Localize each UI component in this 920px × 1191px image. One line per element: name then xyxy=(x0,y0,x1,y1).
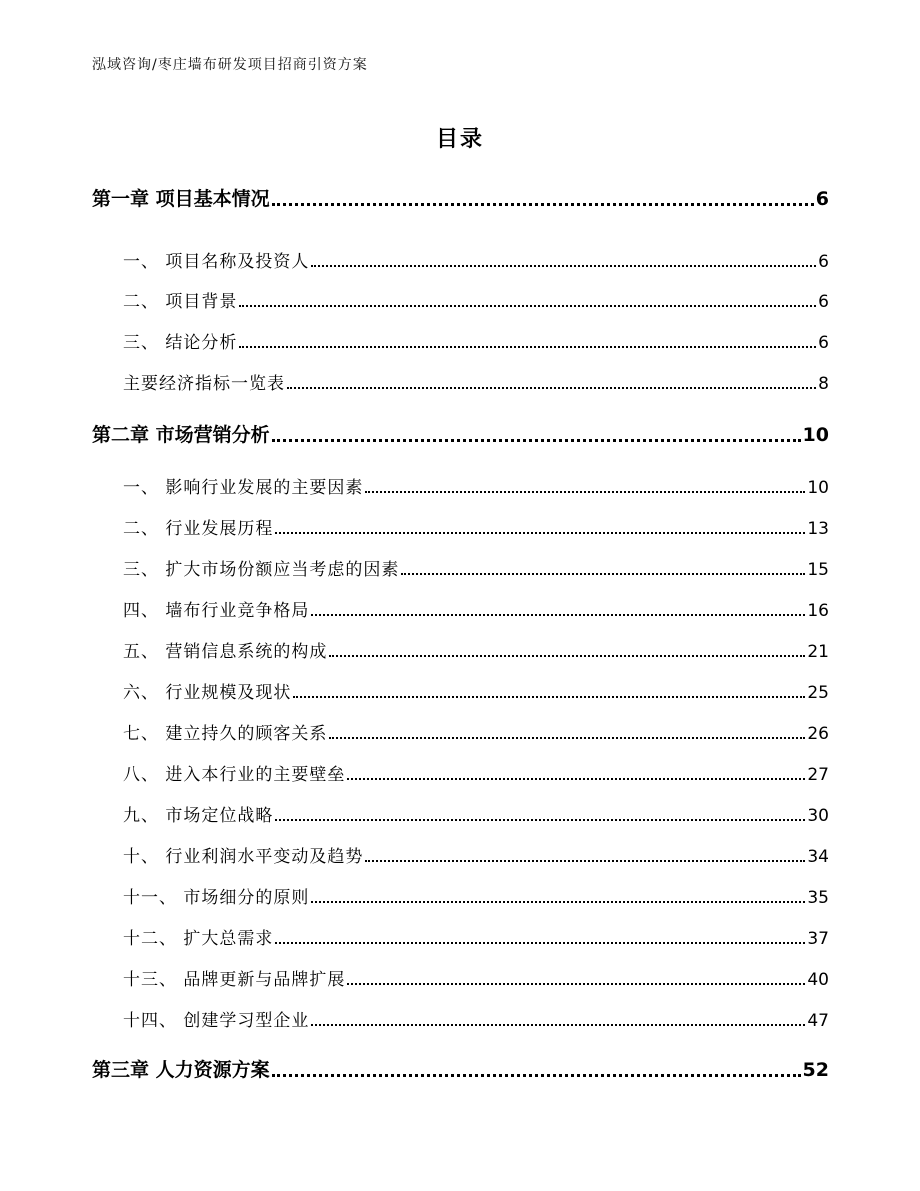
toc-entry-page: 10 xyxy=(807,478,829,498)
toc-leader-dots xyxy=(275,942,805,944)
toc-entry[interactable] xyxy=(123,473,829,498)
toc-leader-dots xyxy=(347,983,805,985)
toc-entry-page: 35 xyxy=(807,888,829,908)
toc-leader-dots xyxy=(275,532,805,534)
toc-entry[interactable] xyxy=(123,555,829,580)
toc-entry-page: 25 xyxy=(807,683,829,703)
toc-entry-page: 47 xyxy=(807,1011,829,1031)
running-header: 泓域咨询/枣庄墙布研发项目招商引资方案 xyxy=(92,57,368,73)
toc-entry-page: 40 xyxy=(807,970,829,990)
toc-entry-page: 8 xyxy=(818,374,829,394)
toc-entry[interactable] xyxy=(123,369,829,394)
toc-leader-dots xyxy=(272,1074,801,1077)
toc-entry-page: 15 xyxy=(807,560,829,580)
toc-entry-chapter-1[interactable] xyxy=(92,184,829,211)
toc-leader-dots xyxy=(311,901,805,903)
toc-entry-label: 七、 建立持久的顾客关系 xyxy=(123,724,328,744)
toc-entry-label: 四、 墙布行业竞争格局 xyxy=(123,601,310,621)
toc-entry-page: 6 xyxy=(815,188,829,210)
toc-leader-dots xyxy=(287,387,816,389)
toc-leader-dots xyxy=(311,265,816,267)
toc-entry-label: 五、 营销信息系统的构成 xyxy=(123,642,328,662)
toc-entry-label: 三、 结论分析 xyxy=(123,333,238,353)
toc-entry-page: 6 xyxy=(818,333,829,353)
toc-entry-page: 37 xyxy=(807,929,829,949)
toc-entry-label: 一、 影响行业发展的主要因素 xyxy=(123,478,364,498)
toc-entry[interactable] xyxy=(123,596,829,621)
toc-entry[interactable] xyxy=(123,287,829,312)
toc-entry-page: 10 xyxy=(802,424,829,446)
toc-title: 目录 xyxy=(435,127,484,152)
toc-entry-page: 30 xyxy=(807,806,829,826)
toc-leader-dots xyxy=(272,203,814,206)
toc-leader-dots xyxy=(365,860,805,862)
toc-entry-label: 十、 行业利润水平变动及趋势 xyxy=(123,847,364,867)
toc-entry-label: 第三章 人力资源方案 xyxy=(92,1059,270,1081)
toc-leader-dots xyxy=(329,737,805,739)
toc-entry-chapter-2[interactable] xyxy=(92,420,829,447)
toc-leader-dots xyxy=(329,655,805,657)
toc-entry-label: 十一、 市场细分的原则 xyxy=(123,888,310,908)
toc-entry-page: 34 xyxy=(807,847,829,867)
toc-entry-label: 十二、 扩大总需求 xyxy=(123,929,274,949)
toc-entry-label: 主要经济指标一览表 xyxy=(123,374,285,394)
toc-entry-label: 二、 项目背景 xyxy=(123,292,238,312)
toc-entry[interactable] xyxy=(123,637,829,662)
toc-entry-label: 十四、 创建学习型企业 xyxy=(123,1011,310,1031)
toc-entry[interactable] xyxy=(123,514,829,539)
toc-entry-page: 6 xyxy=(818,292,829,312)
toc-entry-label: 第二章 市场营销分析 xyxy=(92,424,270,446)
toc-entry-page: 26 xyxy=(807,724,829,744)
toc-entry-page: 16 xyxy=(807,601,829,621)
toc-leader-dots xyxy=(401,573,805,575)
toc-entry-label: 三、 扩大市场份额应当考虑的因素 xyxy=(123,560,400,580)
toc-leader-dots xyxy=(275,819,805,821)
toc-entry-label: 八、 进入本行业的主要壁垒 xyxy=(123,765,346,785)
toc-leader-dots xyxy=(311,1024,805,1026)
toc-entry[interactable] xyxy=(123,801,829,826)
toc-entry[interactable] xyxy=(123,924,829,949)
toc-entry[interactable] xyxy=(123,1006,829,1031)
toc-entry-page: 13 xyxy=(807,519,829,539)
toc-entry[interactable] xyxy=(123,678,829,703)
toc-entry[interactable] xyxy=(123,719,829,744)
toc-entry-label: 第一章 项目基本情况 xyxy=(92,188,270,210)
toc-entry-label: 九、 市场定位战略 xyxy=(123,806,274,826)
toc-entry[interactable] xyxy=(123,247,829,272)
toc-entry-label: 二、 行业发展历程 xyxy=(123,519,274,539)
toc-entry-label: 一、 项目名称及投资人 xyxy=(123,252,310,272)
toc-entry[interactable] xyxy=(123,842,829,867)
toc-entry-page: 6 xyxy=(818,252,829,272)
toc-leader-dots xyxy=(311,614,805,616)
toc-entry[interactable] xyxy=(123,760,829,785)
toc-entry[interactable] xyxy=(123,883,829,908)
toc-entry-label: 六、 行业规模及现状 xyxy=(123,683,292,703)
toc-leader-dots xyxy=(239,346,816,348)
toc-entry-page: 52 xyxy=(802,1059,829,1081)
toc-leader-dots xyxy=(347,778,805,780)
toc-entry-page: 27 xyxy=(807,765,829,785)
toc-entry-label: 十三、 品牌更新与品牌扩展 xyxy=(123,970,346,990)
toc-entry[interactable] xyxy=(123,965,829,990)
toc-leader-dots xyxy=(293,696,805,698)
toc-leader-dots xyxy=(239,305,816,307)
toc-entry-page: 21 xyxy=(807,642,829,662)
toc-entry-chapter-3[interactable] xyxy=(92,1055,829,1082)
toc-leader-dots xyxy=(365,491,805,493)
toc-leader-dots xyxy=(272,439,801,442)
toc-entry[interactable] xyxy=(123,328,829,353)
